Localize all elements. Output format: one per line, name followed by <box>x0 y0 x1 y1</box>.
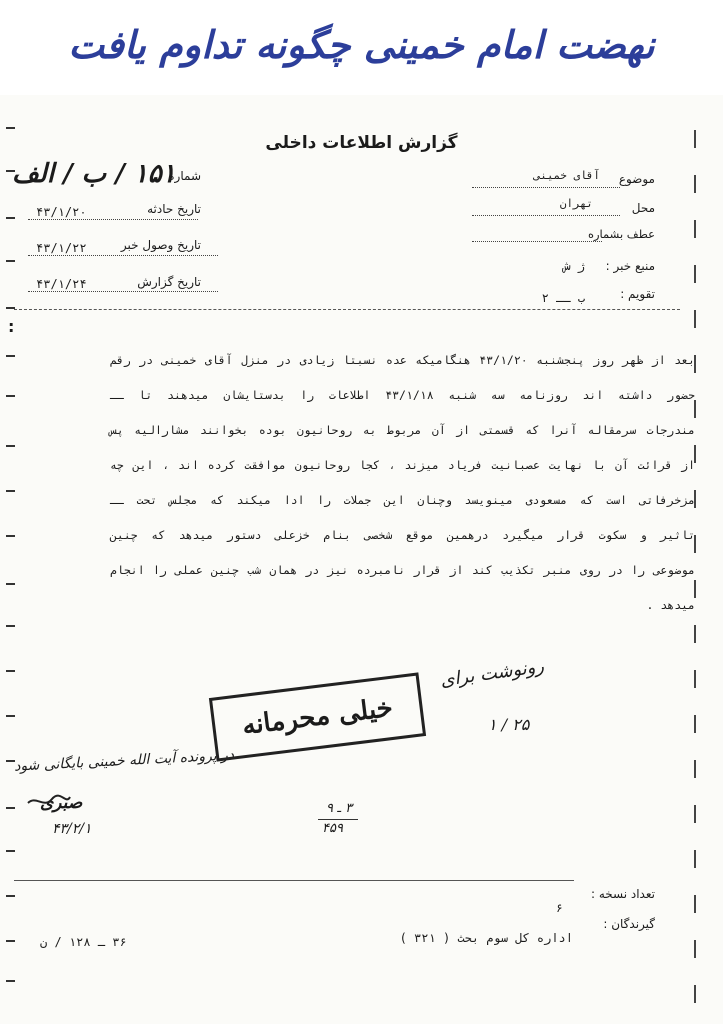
report-title: گزارش اطلاعات داخلی <box>265 133 458 153</box>
binding-mark <box>690 310 696 328</box>
subject-value: آقای خمینی <box>533 169 600 182</box>
body-line: میدهد . <box>646 598 695 612</box>
copies-value: ۶ <box>555 901 563 915</box>
binding-mark <box>690 715 696 733</box>
binding-mark <box>690 670 696 688</box>
number-value: ۱۵۱ / ب / الف <box>12 159 176 189</box>
binding-mark <box>690 625 696 643</box>
reference-label: عطف بشماره <box>587 227 655 241</box>
report-date-dotted-line <box>28 291 218 292</box>
place-dotted-line <box>472 215 620 216</box>
binding-mark <box>690 265 696 283</box>
margin-mark <box>6 260 15 262</box>
binding-mark <box>690 580 696 598</box>
source-value: ژ ش <box>563 259 585 273</box>
signature: صبری <box>40 793 83 813</box>
margin-mark <box>6 445 15 447</box>
received-date-value: ۴۳/۱/۲۲ <box>36 241 87 255</box>
banner <box>0 0 723 95</box>
signature-date: ۴۳/۲/۱ <box>52 821 92 837</box>
margin-mark <box>6 127 15 129</box>
recipients-value: اداره کل سوم بحث ( ۳۲۱ ) <box>399 931 573 945</box>
report-date-label: تاریخ گزارش <box>137 275 201 289</box>
binding-mark <box>690 940 696 958</box>
header-separator <box>14 309 680 310</box>
file-number: ۴۵۹ <box>322 821 343 836</box>
margin-mark <box>6 670 15 672</box>
margin-mark <box>6 535 15 537</box>
received-date-dotted-line <box>28 255 218 256</box>
margin-mark <box>6 895 15 897</box>
received-date-label: تاریخ وصول خبر <box>120 238 201 252</box>
body-line: تاثیر و سکوت قرار میگیرد درهمین موقع شخصی بنام خزعلی دستور میدهد که چنین <box>110 528 695 542</box>
body-line: مزخرفاتی است که مسعودی مینویسد وچنان این جملات را ادا میکند که مجلس تحت ــ <box>110 493 695 507</box>
body-line: موضوعی را در روی منبر تکذیب کند از قرار نامبرده نیز در همان شب چنین عملی را انجام <box>110 563 695 577</box>
document-page <box>0 95 723 1024</box>
binding-mark <box>690 985 696 1003</box>
body-line: حضور داشته اند روزنامه سه شنبه ۴۳/۱/۱۸ اطلاعات را بدستایشان میدهند تا ــ <box>110 388 695 402</box>
binding-mark <box>690 760 696 778</box>
handwritten-note-number: ۲۵ / ۱ <box>488 715 530 734</box>
margin-mark <box>6 625 15 627</box>
binding-mark <box>690 805 696 823</box>
file-code: ۳ ـ ۹ <box>326 801 353 816</box>
binding-mark <box>690 220 696 238</box>
place-label: محل <box>631 201 655 215</box>
banner-title: نهضت امام خمینی چگونه تداوم یافت <box>68 22 655 67</box>
binding-mark <box>690 400 696 418</box>
stamp-text: خیلی محرمانه <box>240 692 395 742</box>
signature-scribble <box>26 793 72 811</box>
handwritten-note-copy: رونوشت برای <box>439 655 546 692</box>
body-line: مندرجات سرمقاله آنرا که قسمتی از آن مربوط به روحانیون بوده بخوانند مشارالیه پس <box>110 423 695 437</box>
incident-date-label: تاریخ حادثه <box>147 202 201 216</box>
body-line: بعد از ظهر روز پنجشنبه ۴۳/۱/۲۰ هنگامیکه عده نسبتا زیادی در منزل آقای خمینی در رقم <box>110 353 695 367</box>
report-date-value: ۴۳/۱/۲۴ <box>36 277 87 291</box>
classification-stamp <box>209 672 426 761</box>
margin-mark <box>6 807 15 809</box>
margin-mark <box>6 217 15 219</box>
handwritten-filing-note: در پرونده آیت الله خمینی بایگانی شود <box>13 747 235 775</box>
source-label: منبع خبر : <box>605 259 655 273</box>
footer-separator <box>14 880 574 881</box>
margin-mark <box>6 395 15 397</box>
incident-date-value: ۴۳/۱/۲۰ <box>36 205 87 219</box>
evaluation-label: تقویم : <box>620 287 655 301</box>
recipients-label: گیرندگان : <box>603 917 655 931</box>
document-code: ۳۶ ـ ۱۲۸ / ن <box>40 935 127 949</box>
reference-dotted-line <box>472 241 602 242</box>
binding-mark <box>690 175 696 193</box>
file-code-divider <box>318 819 358 820</box>
place-value: تهران <box>559 197 593 210</box>
margin-mark <box>6 850 15 852</box>
incident-date-dotted-line <box>28 219 198 220</box>
margin-mark <box>6 980 15 982</box>
margin-mark <box>6 940 15 942</box>
copies-label: تعداد نسخه : <box>590 887 655 901</box>
number-label: شماره <box>168 169 201 183</box>
subject-dotted-line <box>472 187 620 188</box>
binding-mark <box>690 895 696 913</box>
margin-mark <box>6 355 15 357</box>
subject-label: موضوع <box>618 172 655 186</box>
margin-mark <box>6 583 15 585</box>
evaluation-value: ب ــ ۲ <box>541 291 585 305</box>
colon-mark: : <box>8 317 15 336</box>
body-line: از قرائت آن با نهایت عصبانیت فریاد میزند ، کجا روحانیون موافقت کرده اند ، این چه <box>110 458 695 472</box>
binding-mark <box>690 850 696 868</box>
margin-mark <box>6 490 15 492</box>
margin-mark <box>6 715 15 717</box>
